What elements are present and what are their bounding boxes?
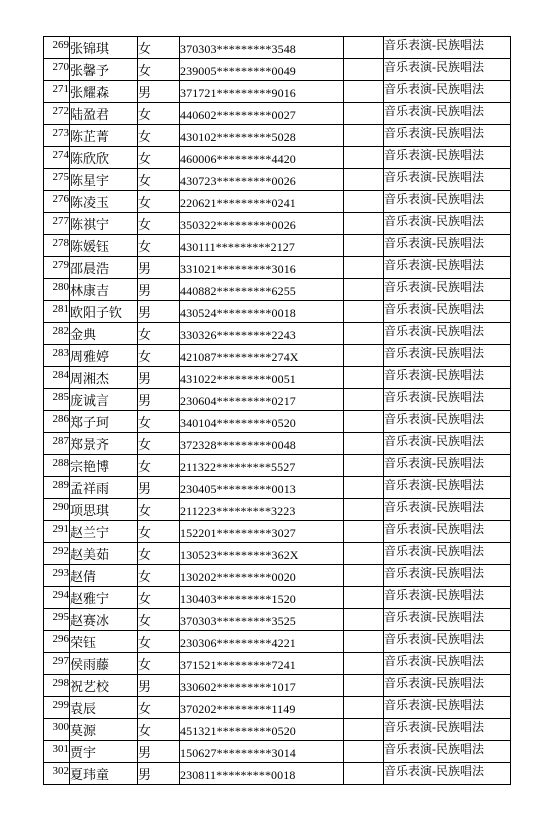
student-name: 贾宇 (70, 741, 138, 763)
blank-cell (344, 191, 384, 213)
student-name: 陈媛钰 (70, 235, 138, 257)
row-number: 282 (44, 323, 70, 345)
row-number: 273 (44, 125, 70, 147)
id-number: 430524*********0018 (180, 301, 344, 323)
gender: 女 (138, 455, 180, 477)
gender: 男 (138, 81, 180, 103)
table-row (44, 213, 511, 235)
id-number: 220621*********0241 (180, 191, 344, 213)
student-name: 袁辰 (70, 697, 138, 719)
row-number: 280 (44, 279, 70, 301)
major: 音乐表演-民族唱法 (384, 719, 511, 741)
blank-cell (344, 587, 384, 609)
student-name: 张耀森 (70, 81, 138, 103)
gender: 女 (138, 169, 180, 191)
table-row (44, 323, 511, 345)
student-name: 赵美茹 (70, 543, 138, 565)
student-name: 陈芷菁 (70, 125, 138, 147)
major: 音乐表演-民族唱法 (384, 389, 511, 411)
table-row (44, 587, 511, 609)
gender: 女 (138, 411, 180, 433)
id-number: 370303*********3548 (180, 37, 344, 59)
gender: 女 (138, 213, 180, 235)
gender: 男 (138, 763, 180, 785)
blank-cell (344, 719, 384, 741)
blank-cell (344, 37, 384, 59)
student-name: 赵赛冰 (70, 609, 138, 631)
table-row (44, 609, 511, 631)
blank-cell (344, 697, 384, 719)
student-name: 赵兰宁 (70, 521, 138, 543)
major: 音乐表演-民族唱法 (384, 345, 511, 367)
major: 音乐表演-民族唱法 (384, 147, 511, 169)
major: 音乐表演-民族唱法 (384, 609, 511, 631)
blank-cell (344, 741, 384, 763)
gender: 女 (138, 433, 180, 455)
gender: 女 (138, 147, 180, 169)
major: 音乐表演-民族唱法 (384, 521, 511, 543)
student-name: 陈欣欣 (70, 147, 138, 169)
major: 音乐表演-民族唱法 (384, 37, 511, 59)
id-number: 350322*********0026 (180, 213, 344, 235)
row-number: 285 (44, 389, 70, 411)
gender: 女 (138, 323, 180, 345)
table-row (44, 455, 511, 477)
table-row (44, 477, 511, 499)
major: 音乐表演-民族唱法 (384, 301, 511, 323)
row-number: 271 (44, 81, 70, 103)
gender: 女 (138, 719, 180, 741)
student-name: 陈祺宁 (70, 213, 138, 235)
gender: 男 (138, 389, 180, 411)
table-row (44, 367, 511, 389)
gender: 女 (138, 103, 180, 125)
table-row (44, 125, 511, 147)
student-name: 荣钰 (70, 631, 138, 653)
major: 音乐表演-民族唱法 (384, 125, 511, 147)
major: 音乐表演-民族唱法 (384, 499, 511, 521)
table-row (44, 279, 511, 301)
major: 音乐表演-民族唱法 (384, 433, 511, 455)
table-row (44, 169, 511, 191)
id-number: 230405*********0013 (180, 477, 344, 499)
id-number: 230811*********0018 (180, 763, 344, 785)
id-number: 150627*********3014 (180, 741, 344, 763)
blank-cell (344, 147, 384, 169)
student-name: 张锦琪 (70, 37, 138, 59)
table-row (44, 719, 511, 741)
blank-cell (344, 367, 384, 389)
blank-cell (344, 565, 384, 587)
major: 音乐表演-民族唱法 (384, 103, 511, 125)
student-name: 陆盈君 (70, 103, 138, 125)
student-name: 项思琪 (70, 499, 138, 521)
blank-cell (344, 389, 384, 411)
table-row (44, 103, 511, 125)
table-row (44, 763, 511, 785)
row-number: 288 (44, 455, 70, 477)
blank-cell (344, 257, 384, 279)
blank-cell (344, 763, 384, 785)
id-number: 211322*********5527 (180, 455, 344, 477)
student-name: 张馨予 (70, 59, 138, 81)
gender: 女 (138, 345, 180, 367)
student-name: 邵晨浩 (70, 257, 138, 279)
blank-cell (344, 609, 384, 631)
row-number: 298 (44, 675, 70, 697)
blank-cell (344, 653, 384, 675)
major: 音乐表演-民族唱法 (384, 477, 511, 499)
table-row (44, 653, 511, 675)
row-number: 269 (44, 37, 70, 59)
student-name: 金典 (70, 323, 138, 345)
student-name: 赵雅宁 (70, 587, 138, 609)
blank-cell (344, 169, 384, 191)
blank-cell (344, 675, 384, 697)
student-name: 莫源 (70, 719, 138, 741)
row-number: 276 (44, 191, 70, 213)
major: 音乐表演-民族唱法 (384, 763, 511, 785)
student-name: 庞诚言 (70, 389, 138, 411)
blank-cell (344, 59, 384, 81)
major: 音乐表演-民族唱法 (384, 411, 511, 433)
blank-cell (344, 213, 384, 235)
table-row (44, 345, 511, 367)
table-row (44, 741, 511, 763)
student-name: 周雅婷 (70, 345, 138, 367)
row-number: 284 (44, 367, 70, 389)
gender: 男 (138, 675, 180, 697)
table-row (44, 631, 511, 653)
table-row (44, 389, 511, 411)
table-row (44, 191, 511, 213)
row-number: 302 (44, 763, 70, 785)
id-number: 460006*********4420 (180, 147, 344, 169)
id-number: 451321*********0520 (180, 719, 344, 741)
blank-cell (344, 279, 384, 301)
major: 音乐表演-民族唱法 (384, 191, 511, 213)
table-row (44, 257, 511, 279)
gender: 女 (138, 565, 180, 587)
major: 音乐表演-民族唱法 (384, 59, 511, 81)
student-name: 周湘杰 (70, 367, 138, 389)
id-number: 440882*********6255 (180, 279, 344, 301)
table-row (44, 81, 511, 103)
table-row (44, 147, 511, 169)
table-row (44, 521, 511, 543)
row-number: 300 (44, 719, 70, 741)
major: 音乐表演-民族唱法 (384, 675, 511, 697)
gender: 男 (138, 257, 180, 279)
id-number: 340104*********0520 (180, 411, 344, 433)
student-name: 郑子珂 (70, 411, 138, 433)
id-number: 370303*********3525 (180, 609, 344, 631)
gender: 女 (138, 235, 180, 257)
blank-cell (344, 81, 384, 103)
student-name: 孟祥雨 (70, 477, 138, 499)
table-row (44, 301, 511, 323)
student-name: 陈凌玉 (70, 191, 138, 213)
gender: 女 (138, 59, 180, 81)
table-row (44, 565, 511, 587)
student-list-table (43, 36, 511, 785)
row-number: 270 (44, 59, 70, 81)
id-number: 230306*********4221 (180, 631, 344, 653)
id-number: 239005*********0049 (180, 59, 344, 81)
table-row (44, 543, 511, 565)
major: 音乐表演-民族唱法 (384, 543, 511, 565)
gender: 女 (138, 697, 180, 719)
student-name: 郑景齐 (70, 433, 138, 455)
major: 音乐表演-民族唱法 (384, 455, 511, 477)
blank-cell (344, 631, 384, 653)
id-number: 371721*********9016 (180, 81, 344, 103)
id-number: 152201*********3027 (180, 521, 344, 543)
major: 音乐表演-民族唱法 (384, 213, 511, 235)
id-number: 331021*********3016 (180, 257, 344, 279)
row-number: 299 (44, 697, 70, 719)
blank-cell (344, 521, 384, 543)
id-number: 130523*********362X (180, 543, 344, 565)
gender: 男 (138, 477, 180, 499)
id-number: 440602*********0027 (180, 103, 344, 125)
row-number: 295 (44, 609, 70, 631)
row-number: 290 (44, 499, 70, 521)
gender: 女 (138, 37, 180, 59)
major: 音乐表演-民族唱法 (384, 81, 511, 103)
gender: 女 (138, 125, 180, 147)
id-number: 230604*********0217 (180, 389, 344, 411)
student-name: 赵倩 (70, 565, 138, 587)
gender: 女 (138, 191, 180, 213)
id-number: 430111*********2127 (180, 235, 344, 257)
gender: 女 (138, 653, 180, 675)
id-number: 430102*********5028 (180, 125, 344, 147)
major: 音乐表演-民族唱法 (384, 323, 511, 345)
table-row (44, 697, 511, 719)
row-number: 281 (44, 301, 70, 323)
blank-cell (344, 323, 384, 345)
row-number: 274 (44, 147, 70, 169)
table-body (44, 37, 511, 785)
major: 音乐表演-民族唱法 (384, 565, 511, 587)
gender: 男 (138, 741, 180, 763)
student-name: 陈星宇 (70, 169, 138, 191)
table-row (44, 499, 511, 521)
id-number: 431022*********0051 (180, 367, 344, 389)
id-number: 421087*********274X (180, 345, 344, 367)
row-number: 272 (44, 103, 70, 125)
row-number: 279 (44, 257, 70, 279)
gender: 男 (138, 279, 180, 301)
major: 音乐表演-民族唱法 (384, 587, 511, 609)
major: 音乐表演-民族唱法 (384, 257, 511, 279)
table-row (44, 59, 511, 81)
gender: 男 (138, 367, 180, 389)
blank-cell (344, 455, 384, 477)
student-name: 祝艺校 (70, 675, 138, 697)
blank-cell (344, 125, 384, 147)
major: 音乐表演-民族唱法 (384, 279, 511, 301)
student-name: 林康吉 (70, 279, 138, 301)
id-number: 130202*********0020 (180, 565, 344, 587)
row-number: 287 (44, 433, 70, 455)
row-number: 286 (44, 411, 70, 433)
id-number: 430723*********0026 (180, 169, 344, 191)
row-number: 294 (44, 587, 70, 609)
table-row (44, 411, 511, 433)
row-number: 278 (44, 235, 70, 257)
row-number: 283 (44, 345, 70, 367)
student-name: 欧阳子钦 (70, 301, 138, 323)
row-number: 291 (44, 521, 70, 543)
row-number: 275 (44, 169, 70, 191)
major: 音乐表演-民族唱法 (384, 367, 511, 389)
major: 音乐表演-民族唱法 (384, 169, 511, 191)
blank-cell (344, 103, 384, 125)
blank-cell (344, 345, 384, 367)
blank-cell (344, 477, 384, 499)
gender: 男 (138, 301, 180, 323)
id-number: 330602*********1017 (180, 675, 344, 697)
table-row (44, 433, 511, 455)
row-number: 296 (44, 631, 70, 653)
major: 音乐表演-民族唱法 (384, 235, 511, 257)
id-number: 370202*********1149 (180, 697, 344, 719)
table-row (44, 675, 511, 697)
student-name: 宗艳博 (70, 455, 138, 477)
gender: 女 (138, 587, 180, 609)
major: 音乐表演-民族唱法 (384, 631, 511, 653)
id-number: 211223*********3223 (180, 499, 344, 521)
id-number: 372328*********0048 (180, 433, 344, 455)
blank-cell (344, 301, 384, 323)
table-row (44, 37, 511, 59)
major: 音乐表演-民族唱法 (384, 697, 511, 719)
row-number: 301 (44, 741, 70, 763)
gender: 女 (138, 631, 180, 653)
major: 音乐表演-民族唱法 (384, 741, 511, 763)
major: 音乐表演-民族唱法 (384, 653, 511, 675)
student-name: 夏玮童 (70, 763, 138, 785)
id-number: 371521*********7241 (180, 653, 344, 675)
row-number: 277 (44, 213, 70, 235)
row-number: 297 (44, 653, 70, 675)
table-row (44, 235, 511, 257)
gender: 女 (138, 499, 180, 521)
blank-cell (344, 433, 384, 455)
blank-cell (344, 543, 384, 565)
id-number: 130403*********1520 (180, 587, 344, 609)
blank-cell (344, 499, 384, 521)
gender: 女 (138, 521, 180, 543)
blank-cell (344, 411, 384, 433)
student-name: 侯雨藤 (70, 653, 138, 675)
row-number: 292 (44, 543, 70, 565)
gender: 女 (138, 543, 180, 565)
id-number: 330326*********2243 (180, 323, 344, 345)
blank-cell (344, 235, 384, 257)
gender: 女 (138, 609, 180, 631)
row-number: 289 (44, 477, 70, 499)
row-number: 293 (44, 565, 70, 587)
